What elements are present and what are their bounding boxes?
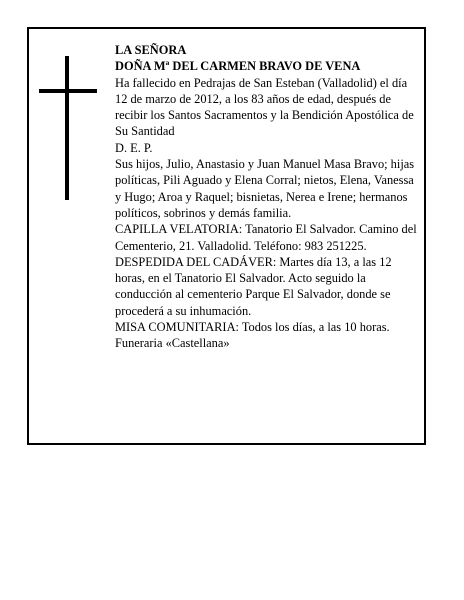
cross-horizontal-bar	[39, 89, 97, 93]
wake-chapel-info: CAPILLA VELATORIA: Tanatorio El Salvador. Camino del Cementerio, 21. Valladolid. Teléfono: 983 251225.	[115, 222, 417, 253]
death-announcement: Ha fallecido en Pedrajas de San Esteban (Valladolid) el día 12 de marzo de 2012, a los 83 años de edad, después de recibir los Santos Sacramentos y la Bendición Apostólica de Su Santidad	[115, 75, 414, 139]
rip-line: D. E. P.	[115, 140, 153, 155]
cross-vertical-bar	[65, 56, 69, 200]
family-list: Sus hijos, Julio, Anastasio y Juan Manuel Masa Bravo; hijas políticas, Pili Aguado y Elena Corral; nietos, Elena, Vanessa y Hugo; Aroa y Raquel; bisnietas, Nerea e Irene; hermanos políticos, sobrinos y demás familia.	[115, 157, 415, 220]
latin-cross-icon	[39, 56, 97, 200]
deceased-name: DOÑA Mª DEL CARMEN BRAVO DE VENA	[115, 59, 361, 74]
notice-title: LA SEÑORA	[115, 43, 187, 57]
farewell-info: DESPEDIDA DEL CADÁVER: Martes día 13, a las 12 horas, en el Tanatorio El Salvador. Acto seguido la conducción al cementerio Parque El Salvador, donde se procederá a su inhumación.	[115, 254, 392, 318]
mass-info: MISA COMUNITARIA: Todos los días, a las 10 horas.	[115, 320, 390, 335]
funeral-home: Funeraria «Castellana»	[115, 336, 230, 351]
notice-text	[115, 42, 421, 352]
obituary-notice	[27, 27, 426, 445]
